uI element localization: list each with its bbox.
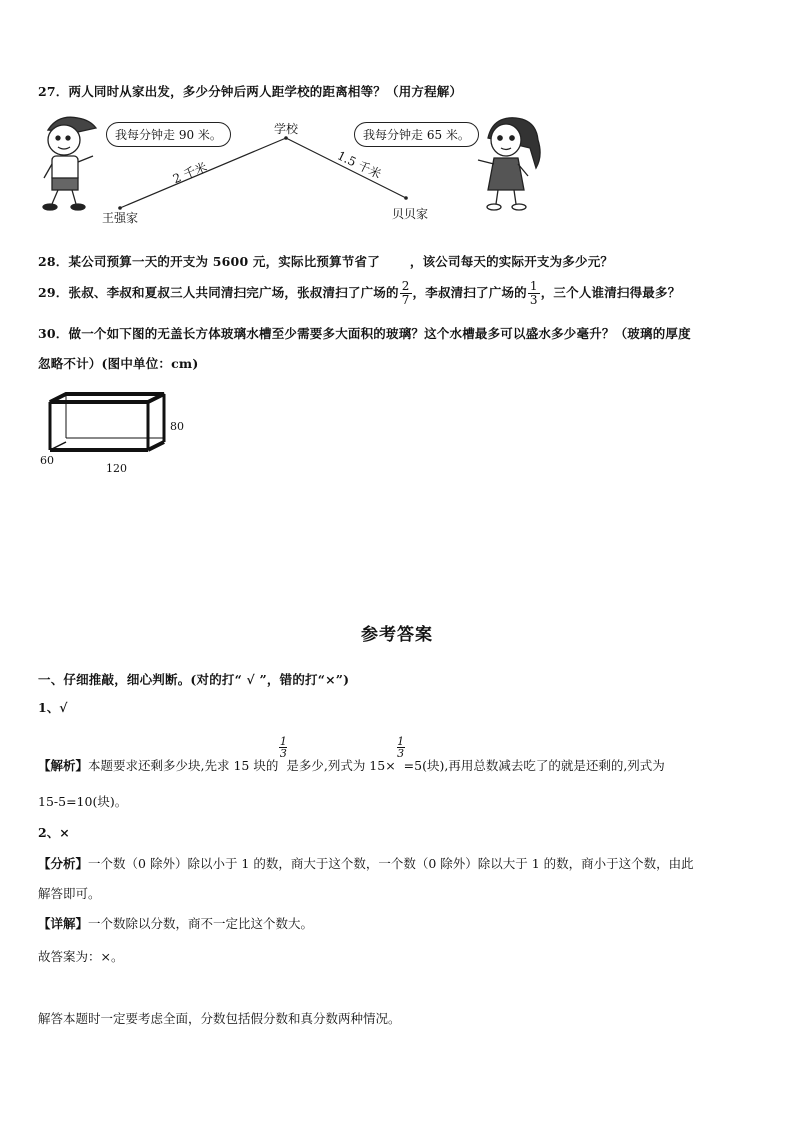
girl-cartoon — [478, 118, 540, 210]
speech-bubble-left: 我每分钟走 90 米。 — [106, 122, 231, 147]
tank-length-label: 120 — [106, 462, 127, 475]
answers-section-1: 一、仔细推敲，细心判断。(对的打“ √ ”，错的打“×”) — [38, 672, 350, 687]
tank-figure — [36, 386, 196, 482]
q29-text-b: ，李叔清扫了广场的 — [412, 285, 527, 300]
question-30-line-2: 忽略不计）(图中单位：cm) — [38, 356, 199, 371]
answer-2: 2、× — [38, 825, 70, 840]
q29-text-a: 29．张叔、李叔和夏叔三人共同清扫完广场，张叔清扫了广场的 — [38, 285, 399, 300]
right-home-label: 贝贝家 — [392, 207, 429, 221]
answer-1-tag: 【解析】 — [38, 758, 89, 773]
answer-1-line-2: 15-5=10(块)。 — [38, 794, 128, 809]
boy-cartoon — [43, 117, 96, 210]
answer-1-text-c: =5(块),再用总数减去吃了的就是还剩的,列式为 — [403, 758, 665, 773]
q29-fraction-2: $\frac{1}{3}$ — [529, 279, 538, 307]
answer-2-detail — [38, 914, 313, 932]
question-28 — [38, 252, 613, 270]
answer-1-text-a: 本题要求还剩多少块,先求 15 块的 — [88, 758, 279, 773]
answer-2-analysis-line-2: 解答即可。 — [38, 886, 101, 901]
q29-text-c: ，三个人谁清扫得最多？ — [540, 285, 681, 300]
answer-1-fraction-a: 1 3 — [279, 735, 287, 760]
answer-2-analysis — [38, 854, 694, 872]
answer-2-tag-detail: 【详解】 — [38, 916, 89, 931]
answer-2-analysis-text: 一个数（0 除外）除以小于 1 的数，商大于这个数，一个数（0 除外）除以大于 1 的数，商小于这个数，由此 — [88, 856, 694, 871]
answer-1-text-b: 是多少,列式为 15× — [286, 758, 396, 773]
answer-1-fraction-b: 1 3 — [397, 735, 405, 760]
q29-fraction-1: $\frac{2}{7}$ — [401, 279, 410, 307]
tank-width-label: 60 — [40, 454, 54, 467]
q28-text-a: 28．某公司预算一天的开支为 5600 元，实际比预算节省了 — [38, 254, 380, 269]
route-right-line — [286, 138, 406, 198]
distance-left-label: 2 千米 — [170, 159, 209, 187]
answers-title: 参考答案 — [361, 625, 433, 645]
question-30-line-1: 30．做一个如下图的无盖长方体玻璃水槽至少需要多大面积的玻璃？这个水槽最多可以盛水多少毫升？（玻璃的厚度 — [38, 326, 691, 341]
left-home-label: 王强家 — [102, 211, 139, 225]
answer-2-tag-analysis: 【分析】 — [38, 856, 89, 871]
q27-figure — [38, 108, 558, 228]
distance-right-label: 1.5 千米 — [335, 148, 384, 182]
school-label: 学校 — [274, 122, 299, 136]
tank-height-label: 80 — [170, 420, 184, 433]
answer-1: 1、√ — [38, 700, 68, 715]
question-27: 27．两人同时从家出发，多少分钟后两人距学校的距离相等？（用方程解） — [38, 84, 463, 99]
q28-text-b: ，该公司每天的实际开支为多少元？ — [409, 254, 614, 269]
answer-2-conclusion: 故答案为：×。 — [38, 949, 124, 964]
question-29 — [38, 280, 680, 307]
answer-1-explanation — [38, 735, 665, 774]
answer-2-note: 解答本题时一定要考虑全面，分数包括假分数和真分数两种情况。 — [38, 1011, 401, 1026]
answer-2-detail-text: 一个数除以分数，商不一定比这个数大。 — [88, 916, 314, 931]
speech-bubble-right: 我每分钟走 65 米。 — [354, 122, 479, 147]
